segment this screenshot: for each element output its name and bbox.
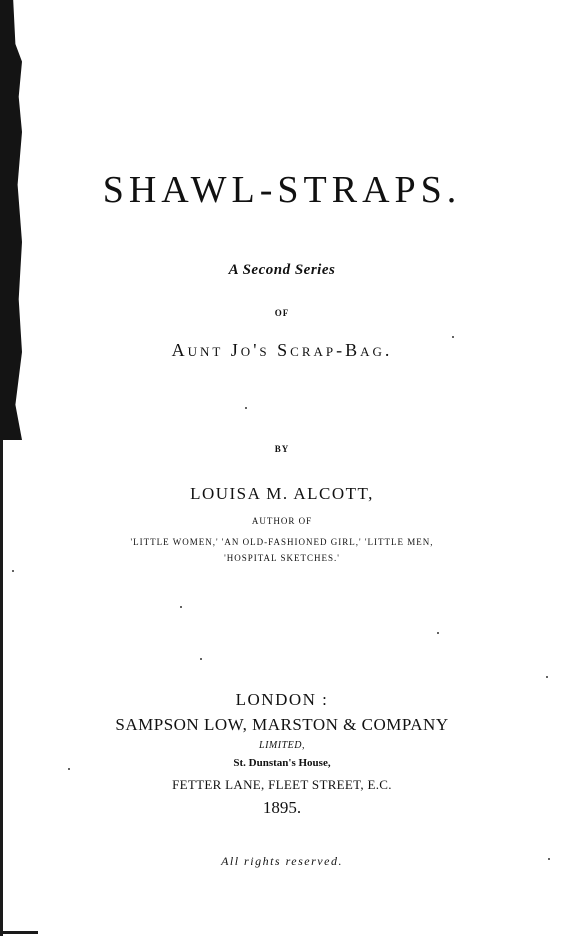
paper-speck bbox=[12, 570, 14, 572]
series-name: Aunt Jo's Scrap-Bag. bbox=[171, 340, 393, 360]
binding-edge bbox=[0, 0, 22, 440]
series-line: A Second Series bbox=[228, 262, 336, 278]
author-of-label: AUTHOR OF bbox=[251, 516, 313, 526]
page-corner-mark bbox=[0, 931, 38, 934]
rights-notice: All rights reserved. bbox=[221, 854, 343, 868]
author-name: LOUISA M. ALCOTT, bbox=[190, 484, 374, 503]
of-label: OF bbox=[274, 308, 290, 318]
paper-speck bbox=[548, 858, 550, 860]
paper-speck bbox=[200, 658, 202, 660]
publication-city: LONDON : bbox=[235, 690, 329, 709]
publication-year: 1895. bbox=[262, 798, 302, 817]
paper-speck bbox=[546, 676, 548, 678]
publisher-name: SAMPSON LOW, MARSTON & COMPANY bbox=[115, 715, 449, 734]
publisher-limited: LIMITED, bbox=[259, 740, 305, 751]
by-label: BY bbox=[274, 444, 290, 454]
book-title: SHAWL-STRAPS. bbox=[102, 169, 462, 211]
previous-works-line-1: 'LITTLE WOMEN,' 'AN OLD-FASHIONED GIRL,' 'LITTLE MEN, bbox=[130, 537, 434, 547]
paper-speck bbox=[245, 407, 247, 409]
paper-speck bbox=[180, 606, 182, 608]
paper-speck bbox=[437, 632, 439, 634]
publisher-address: FETTER LANE, FLEET STREET, E.C. bbox=[172, 777, 392, 792]
paper-speck bbox=[452, 336, 454, 338]
publisher-house: St. Dunstan's House, bbox=[233, 757, 331, 769]
previous-works-line-2: 'HOSPITAL SKETCHES.' bbox=[224, 553, 340, 563]
paper-speck bbox=[68, 768, 70, 770]
